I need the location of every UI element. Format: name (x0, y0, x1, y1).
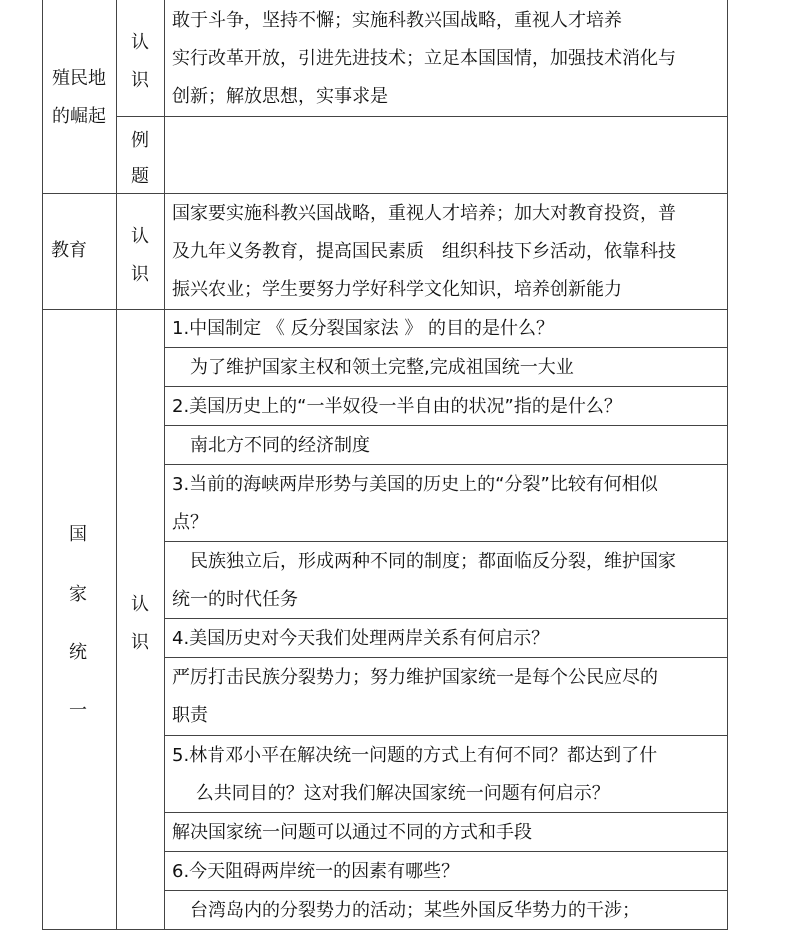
qa-item (172, 737, 657, 813)
topic-line: 的崛起 (52, 106, 106, 127)
label-liti-char: 例 (131, 130, 149, 151)
row-divider-education (42, 193, 728, 194)
text-line: 国家要实施科教兴国战略，重视人才培养；加大对教育投资，普 (172, 203, 676, 224)
table-border-left (42, 0, 43, 930)
qa-line: 3.当前的海峡两岸形势与美国的历史上的“分裂”比较有何相似 (172, 474, 658, 495)
qa-line: 1.中国制定 《 反分裂国家法 》 的目的是什么？ (172, 318, 555, 339)
label-renshi-char: 识 (131, 264, 149, 285)
qa-line: 么共同目的？这对我们解决国家统一问题有何启示？ (172, 783, 610, 804)
qa-line: 严厉打击民族分裂势力；努力维护国家统一是每个公民应尽的 (172, 667, 658, 688)
qa-line: 2.美国历史上的“一半奴役一半自由的状况”指的是什么？ (172, 396, 622, 417)
qa-item (172, 659, 658, 735)
qa-line: 南北方不同的经济制度 (172, 435, 370, 456)
topic-education: 教育 (51, 240, 87, 261)
qa-line: 统一的时代任务 (172, 589, 298, 610)
text-line: 敢于斗争，坚持不懈；实施科教兴国战略，重视人才培养 (172, 10, 622, 31)
label-renshi-char: 识 (131, 70, 149, 91)
label-liti-char: 题 (131, 166, 149, 187)
label-renshi-char: 识 (131, 632, 149, 653)
col-divider-2 (164, 0, 165, 930)
topic-line: 殖民地 (52, 68, 106, 89)
qa-item (172, 427, 370, 465)
topic-colonial (42, 60, 116, 136)
text-line: 及九年义务教育，提高国民素质 组织科技下乡活动，依靠科技 (172, 241, 676, 262)
qa-item (172, 853, 459, 891)
qa-divider (164, 735, 728, 736)
qa-line: 为了维护国家主权和领土完整,完成祖国统一大业 (172, 357, 574, 378)
row-divider-colonial-inner (116, 116, 728, 117)
qa-line: 4.美国历史对今天我们处理两岸关系有何启示？ (172, 628, 550, 649)
qa-line: 5.林肯邓小平在解决统一问题的方式上有何不同？都达到了什 (172, 745, 658, 766)
topic-unification-char: 家 (69, 584, 87, 605)
qa-line: 6.今天阻碍两岸统一的因素有哪些？ (172, 861, 460, 882)
label-renshi-char: 认 (131, 32, 149, 53)
qa-line: 台湾岛内的分裂势力的活动；某些外国反华势力的干涉； (172, 900, 640, 921)
label-renshi-char: 认 (131, 594, 149, 615)
table-border-right (727, 0, 728, 930)
qa-item (172, 543, 676, 619)
text-line: 振兴农业；学生要努力学好科学文化知识，培养创新能力 (172, 279, 622, 300)
qa-line: 民族独立后，形成两种不同的制度；都面临反分裂，维护国家 (172, 551, 676, 572)
colonial-text (172, 2, 676, 116)
qa-item (172, 814, 532, 852)
qa-item (172, 620, 549, 658)
label-renshi-char: 认 (131, 226, 149, 247)
topic-unification-char: 一 (69, 700, 87, 721)
text-line: 创新；解放思想，实事求是 (172, 86, 388, 107)
qa-line: 解决国家统一问题可以通过不同的方式和手段 (172, 822, 532, 843)
qa-line: 点？ (172, 512, 208, 533)
education-text (172, 195, 676, 309)
qa-line: 职责 (172, 705, 208, 726)
text-line: 实行改革开放，引进先进技术；立足本国国情，加强技术消化与 (172, 48, 676, 69)
topic-unification-char: 国 (69, 524, 87, 545)
qa-item (172, 466, 658, 542)
topic-unification-char: 统 (69, 642, 87, 663)
qa-item (172, 892, 640, 930)
qa-item (172, 388, 622, 426)
qa-item (172, 310, 554, 348)
qa-item (172, 349, 574, 387)
history-table (42, 0, 728, 930)
